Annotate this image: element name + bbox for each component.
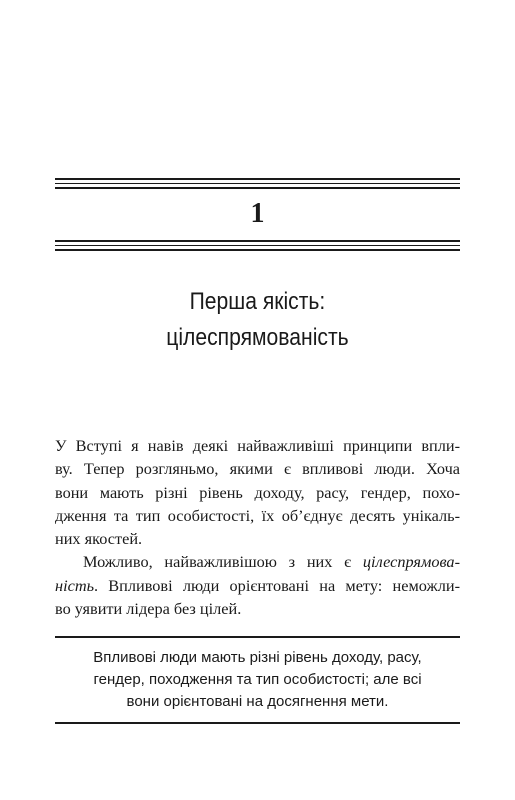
chapter-title-line: Перша якість: xyxy=(189,288,326,315)
chapter-title xyxy=(31,284,484,356)
paragraph-line: во уявити лідера без цілей. xyxy=(55,599,242,619)
chapter-rule-top xyxy=(55,178,460,192)
pullquote xyxy=(55,647,460,713)
pullquote-line: вони орієнтовані на досягнення мети. xyxy=(126,693,389,710)
rule-line xyxy=(55,249,460,251)
paragraph-line: ву. Тепер розгляньмо, якими є впливові люди. Хоча xyxy=(55,459,460,479)
paragraph-line: них якостей. xyxy=(55,529,143,549)
emphasis-text: ність xyxy=(55,575,94,595)
emphasis-text: цілеспрямова- xyxy=(362,552,460,572)
paragraph-text: Можливо, найважливішою з них є xyxy=(83,552,363,572)
chapter-number: 1 xyxy=(250,198,265,229)
rule-line xyxy=(55,245,460,246)
paragraph-text: . Впливові люди орієнтовані на мету: неможли- xyxy=(94,575,460,595)
pullquote-rule-top xyxy=(55,636,460,638)
pullquote-rule-bottom xyxy=(55,722,460,724)
pullquote-line: Впливові люди мають різні рівень доходу, расу, xyxy=(93,649,422,666)
body-text xyxy=(55,434,460,620)
chapter-rule-bottom xyxy=(55,240,460,254)
paragraph-line xyxy=(55,574,460,597)
rule-line xyxy=(55,178,460,180)
paragraph-line: вони мають різні рівень доходу, расу, гендер, похо- xyxy=(55,482,460,502)
chapter-title-line: цілеспрямованість xyxy=(166,324,349,351)
paragraph-line xyxy=(55,550,460,573)
paragraph-line: дження та тип особистості, їх об’єднує десять унікаль- xyxy=(55,505,460,525)
rule-line xyxy=(55,240,460,242)
rule-line xyxy=(55,187,460,189)
rule-line xyxy=(55,183,460,184)
paragraph-line: У Вступі я навів деякі найважливіші принципи впли- xyxy=(55,436,460,455)
pullquote-line: гендер, походження та тип особистості; але всі xyxy=(93,671,422,688)
